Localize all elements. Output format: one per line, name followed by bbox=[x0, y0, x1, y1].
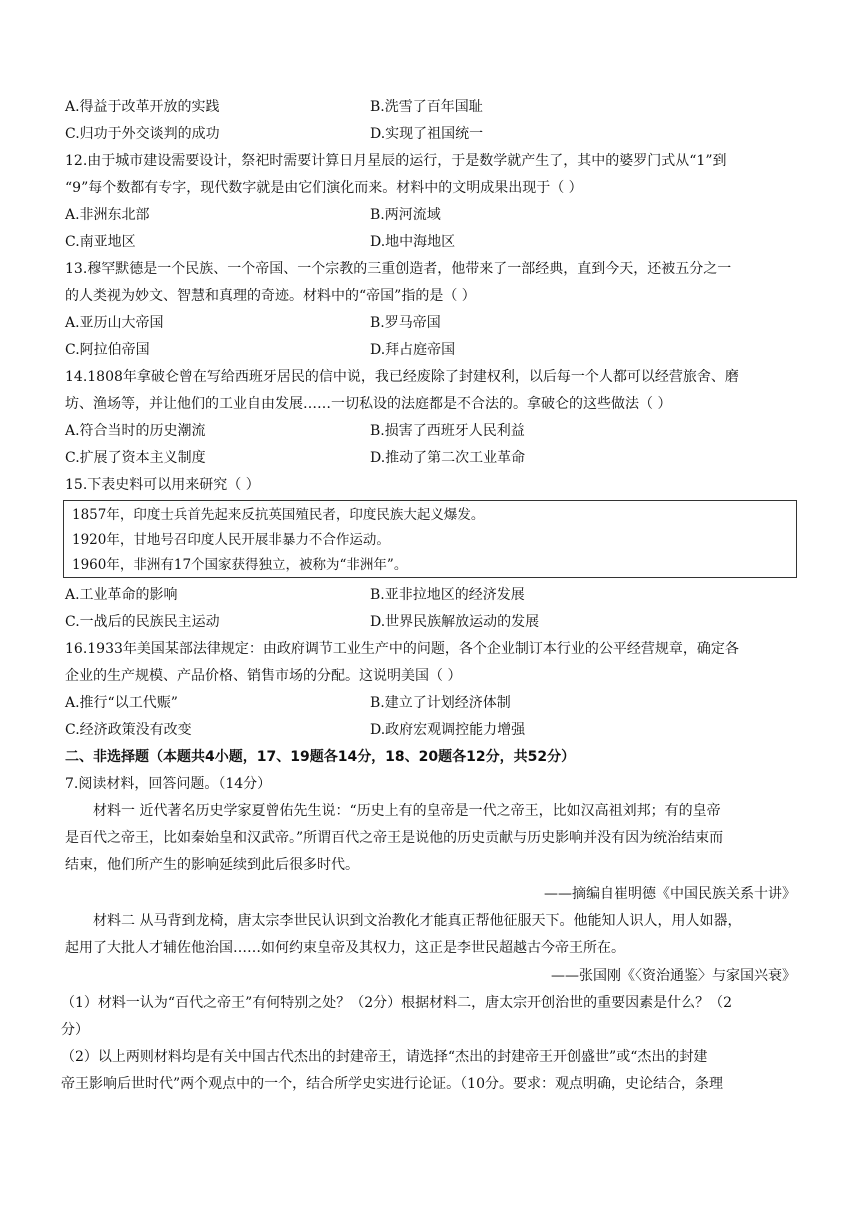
material2-line-2: 起用了大批人才辅佐他治国……如何约束皇帝及其权力，这正是李世民超越古今帝王所在。 bbox=[65, 940, 625, 956]
q14-stem-line-2: 坊、渔场等，并让他们的工业自由发展……一切私设的法庭都是不合法的。拿破仑的这些做法（ ） bbox=[65, 396, 672, 412]
q16-option-c: C.经济政策没有改变 bbox=[65, 722, 192, 738]
q16-stem-line-2: 企业的生产规模、产品价格、销售市场的分配。这说明美国（ ） bbox=[65, 668, 462, 684]
q13-option-c: C.阿拉伯帝国 bbox=[65, 342, 150, 358]
q12-stem-line-1: 12.由于城市建设需要设计，祭祀时需要计算日月星辰的运行，于是数学就产生了，其中的婆罗门式从“1”到 bbox=[65, 153, 727, 169]
q16-option-d: D.政府宏观调控能力增强 bbox=[370, 722, 526, 738]
q15-option-d: D.世界民族解放运动的发展 bbox=[370, 614, 540, 630]
q16-option-b: B.建立了计划经济体制 bbox=[370, 695, 511, 711]
q15-table-row-3: 1960年，非洲有17个国家获得独立，被称为“非洲年”。 bbox=[72, 557, 408, 573]
material1-line-2: 是百代之帝王，比如秦始皇和汉武帝。”所谓百代之帝王是说他的历史贡献与历史影响并没有因为统治结束而 bbox=[65, 830, 724, 846]
q11-option-a: A.得益于改革开放的实践 bbox=[65, 99, 220, 115]
q15-table-row-2: 1920年，甘地号召印度人民开展非暴力不合作运动。 bbox=[72, 532, 390, 548]
q14-option-c: C.扩展了资本主义制度 bbox=[65, 450, 206, 466]
material1-line-3: 结束，他们所产生的影响延续到此后很多时代。 bbox=[65, 857, 359, 873]
q14-option-a: A.符合当时的历史潮流 bbox=[65, 423, 206, 439]
sub-question-1-line-2: 分） bbox=[61, 1022, 89, 1038]
sub-question-1-line-1: （1）材料一认为“百代之帝王”有何特别之处？（2分）根据材料二，唐太宗开创治世的重要因素是什么？（2 bbox=[61, 995, 733, 1011]
q17-title: 7.阅读材料，回答问题。（14分） bbox=[65, 776, 272, 792]
q13-stem-line-2: 的人类视为妙文、智慧和真理的奇迹。材料中的“帝国”指的是（ ） bbox=[65, 288, 476, 304]
q13-stem-line-1: 13.穆罕默德是一个民族、一个帝国、一个宗教的三重创造者，他带来了一部经典，直到今天，还被五分之一 bbox=[65, 261, 732, 277]
q14-stem-line-1: 14.1808年拿破仑曾在写给西班牙居民的信中说，我已经废除了封建权利，以后每一个人都可以经营旅舍、磨 bbox=[65, 369, 739, 385]
q11-option-b: B.洗雪了百年国耻 bbox=[370, 99, 483, 115]
q12-stem-line-2: “9”每个数都有专字，现代数字就是由它们演化而来。材料中的文明成果出现于（ ） bbox=[65, 180, 583, 196]
material1-source: ——摘编自崔明德《中国民族关系十讲》 bbox=[544, 886, 796, 902]
q13-option-a: A.亚历山大帝国 bbox=[65, 315, 164, 331]
q15-option-a: A.工业革命的影响 bbox=[65, 587, 178, 603]
q15-stem: 15.下表史料可以用来研究（ ） bbox=[65, 477, 260, 493]
sub-question-2-line-2: 帝王影响后世时代”两个观点中的一个，结合所学史实进行论证。（10分。要求：观点明确，史论结合，条理 bbox=[61, 1076, 723, 1092]
q15-source-table bbox=[63, 500, 797, 578]
q14-option-d: D.推动了第二次工业革命 bbox=[370, 450, 526, 466]
q12-option-a: A.非洲东北部 bbox=[65, 207, 150, 223]
q12-option-d: D.地中海地区 bbox=[370, 234, 456, 250]
q11-option-c: C.归功于外交谈判的成功 bbox=[65, 126, 220, 142]
q15-option-c: C.一战后的民族民主运动 bbox=[65, 614, 220, 630]
q13-option-b: B.罗马帝国 bbox=[370, 315, 441, 331]
q16-stem-line-1: 16.1933年美国某部法律规定：由政府调节工业生产中的问题，各个企业制订本行业的公平经营规章，确定各 bbox=[65, 641, 739, 657]
q15-option-b: B.亚非拉地区的经济发展 bbox=[370, 587, 525, 603]
material1-line-1: 材料一 近代著名历史学家夏曾佑先生说：“历史上有的皇帝是一代之帝王，比如汉高祖刘邦；有的皇帝 bbox=[93, 803, 721, 819]
section-heading: 二、非选择题（本题共4小题，17、19题各14分，18、20题各12分，共52分） bbox=[65, 749, 576, 765]
sub-question-2-line-1: （2）以上两则材料均是有关中国古代杰出的封建帝王，请选择“杰出的封建帝王开创盛世”或“杰出的封建 bbox=[61, 1049, 708, 1065]
q12-option-b: B.两河流域 bbox=[370, 207, 441, 223]
q12-option-c: C.南亚地区 bbox=[65, 234, 136, 250]
q13-option-d: D.拜占庭帝国 bbox=[370, 342, 456, 358]
q11-option-d: D.实现了祖国统一 bbox=[370, 126, 484, 142]
q14-option-b: B.损害了西班牙人民利益 bbox=[370, 423, 525, 439]
material2-line-1: 材料二 从马背到龙椅，唐太宗李世民认识到文治教化才能真正帮他征服天下。他能知人识人，用人如器， bbox=[93, 913, 742, 929]
q15-table-row-1: 1857年，印度士兵首先起来反抗英国殖民者，印度民族大起义爆发。 bbox=[72, 507, 485, 523]
q16-option-a: A.推行“以工代赈” bbox=[65, 695, 178, 711]
material2-source: ——张国刚《〈资治通鉴〉与家国兴衰》 bbox=[551, 968, 796, 984]
